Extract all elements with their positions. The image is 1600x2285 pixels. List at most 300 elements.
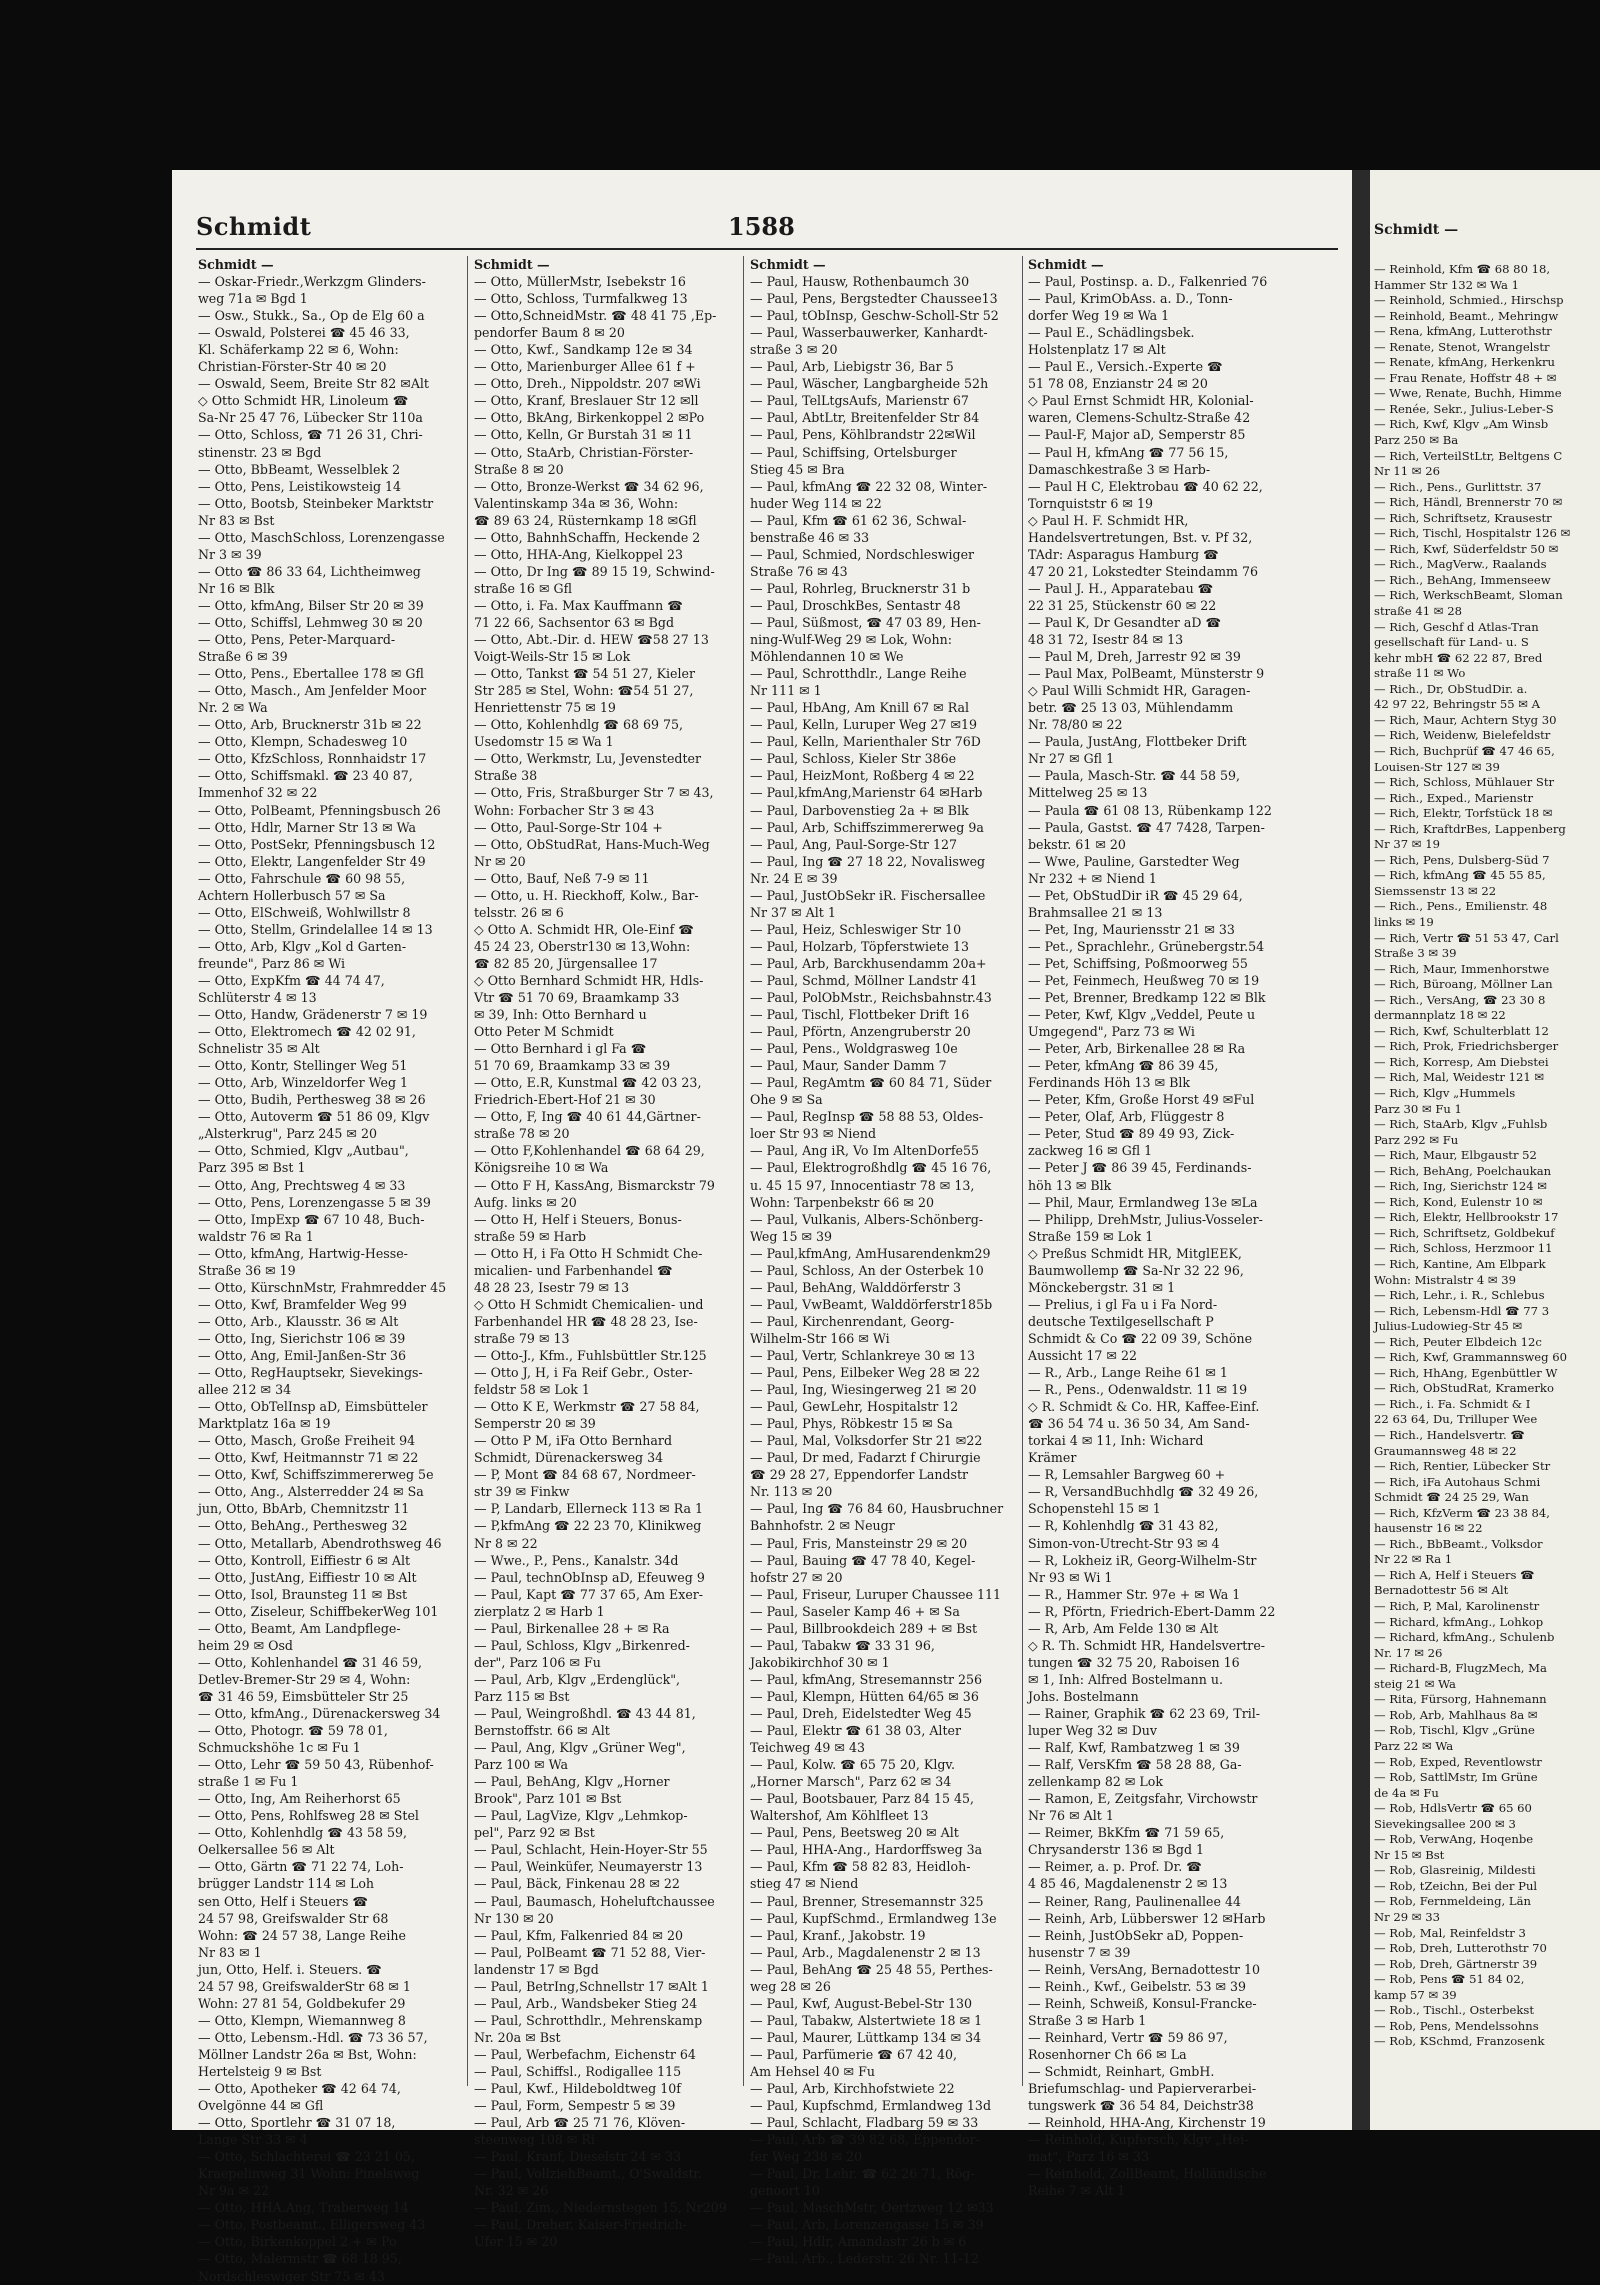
directory-entry-line: — Otto, Schmied, Klgv „Autbau", <box>198 1143 409 1159</box>
directory-entry-line: Jakobikirchhof 30 ✉ 1 <box>750 1654 890 1670</box>
directory-entry-line: — Otto, Pens, Rohlfsweg 28 ✉ Stel <box>198 1808 419 1824</box>
directory-entry-line: — Peter, Arb, Birkenallee 28 ✉ Ra <box>1028 1041 1246 1057</box>
book-gutter <box>1352 170 1370 2130</box>
directory-entry-line: Simon-von-Utrecht-Str 93 ✉ 4 <box>1028 1535 1220 1551</box>
directory-entry-line: — Paul M, Dreh, Jarrestr 92 ✉ 39 <box>1028 649 1241 665</box>
directory-entry-line: Nr 27 ✉ Gfl 1 <box>1028 751 1115 767</box>
directory-entry-line: — Otto, Fahrschule ☎ 60 98 55, <box>198 870 406 886</box>
directory-entry-line: — Paul, kfmAng, Stresemannstr 256 <box>750 1671 983 1687</box>
directory-entry-line: kamp 57 ✉ 39 <box>1374 1987 1457 2002</box>
directory-entry-line: — Otto, Kontr, Stellinger Weg 51 <box>198 1058 408 1074</box>
directory-entry-line: — Wwe, Renate, Buchh, Himme <box>1374 386 1562 401</box>
directory-entry-line: — Richard-B, FlugzMech, Ma <box>1374 1661 1547 1676</box>
directory-entry-line: — Paul, Hausw, Rothenbaumch 30 <box>750 274 970 290</box>
directory-entry-line: benstraße 46 ✉ 33 <box>750 529 870 545</box>
directory-entry-line: — Paul, Klempn, Hütten 64/65 ✉ 36 <box>750 1688 979 1704</box>
directory-column-2 <box>474 256 738 2250</box>
directory-entry-line: ◇ Preßus Schmidt HR, MitglEEK, <box>1028 1245 1242 1261</box>
directory-entry-line: — Otto, Ang, Prechtsweg 4 ✉ 33 <box>198 1177 406 1193</box>
directory-entry-line: Parz 115 ✉ Bst <box>474 1688 570 1704</box>
directory-entry-line: Chrysanderstr 136 ✉ Bgd 1 <box>1028 1842 1205 1858</box>
directory-entry-line: — Otto, Werkmstr, Lu, Jevenstedter <box>474 751 701 767</box>
directory-entry-line: — Rob, Tischl, Klgv „Grüne <box>1374 1723 1535 1738</box>
directory-entry-line: Straße 3 ✉ 39 <box>1374 946 1457 961</box>
directory-entry-line: — Otto, ElSchweiß, Wohlwillstr 8 <box>198 904 411 920</box>
directory-entry-line: — Paul, Vulkanis, Albers-Schönberg- <box>750 1211 984 1227</box>
directory-entry-line: — Paul, Schlacht, Fladbarg 59 ✉ 33 <box>750 2115 979 2131</box>
directory-column-1 <box>198 256 462 2284</box>
directory-entry-line: — Richard, kfmAng., Schulenb <box>1374 1630 1555 1645</box>
directory-entry-line: gesellschaft für Land- u. S <box>1374 635 1529 650</box>
directory-entry-line: — Paula, Gastst. ☎ 47 7428, Tarpen- <box>1028 819 1265 835</box>
directory-entry-line: — Paul, GewLehr, Hospitalstr 12 <box>750 1399 959 1415</box>
directory-column-4 <box>1028 256 1346 2199</box>
directory-entry-line: Wohn: Mistralstr 4 ✉ 39 <box>1374 1272 1517 1287</box>
directory-entry-line: — R., Arb., Lange Reihe 61 ✉ 1 <box>1028 1365 1228 1381</box>
directory-entry-line: Straße 3 ✉ Harb 1 <box>1028 2012 1147 2028</box>
directory-entry-line: Bahnhofstr. 2 ✉ Neugr <box>750 1518 895 1534</box>
directory-entry-line: stinenstr. 23 ✉ Bgd <box>198 444 322 460</box>
directory-entry-line: — Paul, Arb, Liebigstr 36, Bar 5 <box>750 359 954 375</box>
directory-entry-line: Nr 15 ✉ Bst <box>1374 1847 1445 1862</box>
directory-entry-line: — Paul, Ang iR, Vo Im AltenDorfe55 <box>750 1143 979 1159</box>
directory-entry-line: Ferdinands Höh 13 ✉ Blk <box>1028 1075 1191 1091</box>
directory-entry-line: — Rich, BehAng, Poelchaukan <box>1374 1163 1552 1178</box>
directory-entry-line: Rosenhorner Ch 66 ✉ La <box>1028 2046 1187 2062</box>
directory-entry-line: — Osw., Stukk., Sa., Op de Elg 60 a <box>198 308 425 324</box>
directory-entry-line: — Pet, Feinmech, Heußweg 70 ✉ 19 <box>1028 972 1260 988</box>
directory-entry-line: — Rich, Kwf, Schulterblatt 12 <box>1374 1023 1549 1038</box>
directory-entry-line: — Oskar-Friedr.,Werkzgm Glinders- <box>198 274 426 290</box>
directory-entry-line: — Paul, Arb, Kirchhofstwiete 22 <box>750 2081 955 2097</box>
directory-entry-line: — Ralf, VersKfm ☎ 58 28 88, Ga- <box>1028 1757 1242 1773</box>
directory-entry-line: — Reinh, VersAng, Bernadottestr 10 <box>1028 1961 1261 1977</box>
directory-entry-line: Nr. 113 ✉ 20 <box>750 1484 833 1500</box>
directory-entry-line: — Reiner, Rang, Paulinenallee 44 <box>1028 1893 1241 1909</box>
directory-entry-line: dermannplatz 18 ✉ 22 <box>1374 1008 1506 1023</box>
directory-entry-line: — Otto J, H, i Fa Reif Gebr., Oster- <box>474 1365 693 1381</box>
directory-entry-line: — Paul, PolObMstr., Reichsbahnstr.43 <box>750 990 992 1006</box>
directory-entry-line: Nr 3 ✉ 39 <box>198 546 262 562</box>
directory-entry-line: — Otto, F, Ing ☎ 40 61 44,Gärtner- <box>474 1109 701 1125</box>
directory-entry-line: — Otto, u. H. Rieckhoff, Kolw., Bar- <box>474 887 699 903</box>
directory-entry-line: Graumannsweg 48 ✉ 22 <box>1374 1443 1517 1458</box>
directory-entry-line: — Rich, HhAng, Egenbüttler W <box>1374 1365 1558 1380</box>
directory-entry-line: — Paul, Kelln, Luruper Weg 27 ✉19 <box>750 717 978 733</box>
directory-entry-line: luper Weg 32 ✉ Duv <box>1028 1723 1158 1739</box>
directory-entry-line: Königsreihe 10 ✉ Wa <box>474 1160 609 1176</box>
directory-entry-line: — Pet, Ing, Mauriensstr 21 ✉ 33 <box>1028 921 1235 937</box>
directory-entry-line: — Otto, Kwf., Sandkamp 12e ✉ 34 <box>474 342 693 358</box>
directory-entry-line: — Otto, Gärtn ☎ 71 22 74, Loh- <box>198 1859 404 1875</box>
directory-entry-line: — R., Pens., Odenwaldstr. 11 ✉ 19 <box>1028 1382 1248 1398</box>
directory-entry-line: — Otto, Arb, Brucknerstr 31b ✉ 22 <box>198 717 422 733</box>
directory-entry-line: Wohn: ☎ 24 57 38, Lange Reihe <box>198 1927 406 1943</box>
directory-entry-line: Parz 22 ✉ Wa <box>1374 1738 1454 1753</box>
directory-entry-line: torkai 4 ✉ 11, Inh: Wichard <box>1028 1433 1204 1449</box>
directory-entry-line: — Otto, Dreh., Nippoldstr. 207 ✉Wi <box>474 376 701 392</box>
directory-entry-line: — Paul, BehAng, Walddörferstr 3 <box>750 1279 962 1295</box>
directory-entry-line: — Paul-F, Major aD, Semperstr 85 <box>1028 427 1246 443</box>
directory-entry-line: Reihe 7 ✉ Alt 1 <box>1028 2183 1126 2199</box>
directory-entry-line: weg 28 ✉ 26 <box>750 1978 831 1994</box>
directory-entry-line: — Rich, Prok, Friedrichsberger <box>1374 1039 1559 1054</box>
directory-entry-line: freunde", Parz 86 ✉ Wi <box>198 955 346 971</box>
directory-entry-line: — Paul, Dreh, Eidelstedter Weg 45 <box>750 1705 972 1721</box>
directory-entry-line: Stieg 45 ✉ Bra <box>750 461 845 477</box>
directory-entry-line: hofstr 27 ✉ 20 <box>750 1569 843 1585</box>
directory-entry-line: — Paul,kfmAng, AmHusarendenkm29 <box>750 1245 991 1261</box>
directory-entry-line: Marktplatz 16a ✉ 19 <box>198 1416 331 1432</box>
directory-entry-line: — Otto, Birkenkoppel 2 + ✉ Po <box>198 2234 397 2250</box>
directory-entry-line: Otto Peter M Schmidt <box>474 1024 614 1040</box>
directory-entry-line: ☎ 31 46 59, Eimsbütteler Str 25 <box>198 1688 409 1704</box>
directory-entry-line: Umgegend", Parz 73 ✉ Wi <box>1028 1024 1195 1040</box>
directory-entry-line: — Paul K, Dr Gesandter aD ☎ <box>1028 614 1222 630</box>
directory-entry-line: Nr 16 ✉ Blk <box>198 580 275 596</box>
directory-entry-line: — Rich, Büroang, Möllner Lan <box>1374 977 1553 992</box>
directory-entry-line: — Rich, Kwf, Klgv „Am Winsb <box>1374 417 1549 432</box>
directory-entry-line: — Otto, Lebensm.-Hdl. ☎ 73 36 57, <box>198 2029 428 2045</box>
directory-entry-line: husenstr 7 ✉ 39 <box>1028 1944 1131 1960</box>
directory-entry-line: — Otto, Kwf, Bramfelder Weg 99 <box>198 1296 407 1312</box>
directory-entry-line: — Paul, Kirchenrendant, Georg- <box>750 1313 955 1329</box>
directory-entry-line: — Peter, Kwf, Klgv „Veddel, Peute u <box>1028 1007 1256 1023</box>
directory-entry-line: — Rich., BbBeamt., Volksdor <box>1374 1536 1543 1551</box>
directory-entry-line: — Peter, Stud ☎ 89 49 93, Zick- <box>1028 1126 1235 1142</box>
directory-entry-line: steig 21 ✉ Wa <box>1374 1676 1456 1691</box>
directory-entry-line: ◇ Paul Ernst Schmidt HR, Kolonial- <box>1028 393 1254 409</box>
directory-entry-line: — Oswald, Polsterei ☎ 45 46 33, <box>198 325 410 341</box>
directory-entry-line: fer Weg 238 ✉ 20 <box>750 2149 863 2165</box>
directory-entry-line: — Paul E., Versich.-Experte ☎ <box>1028 359 1223 375</box>
directory-entry-line: — Rich, Schloss, Herzmoor 11 <box>1374 1241 1553 1256</box>
directory-entry-line: — Pet, Schiffsing, Poßmoorweg 55 <box>1028 955 1248 971</box>
directory-entry-line: — Otto, Schloss, ☎ 71 26 31, Chri- <box>198 427 423 443</box>
directory-entry-line: ✉ 39, Inh: Otto Bernhard u <box>474 1007 647 1023</box>
directory-entry-line: — Rich, Weidenw, Bielefeldstr <box>1374 728 1551 743</box>
directory-entry-line: — Rich, Maur, Immenhorstwe <box>1374 961 1550 976</box>
right-page-title: Schmidt — <box>1374 222 1459 238</box>
directory-entry-line: mat", Parz 16 ✉ 33 <box>1028 2149 1149 2165</box>
directory-entry-line: — Rich., BehAng, Immenseew <box>1374 572 1551 587</box>
directory-entry-line: — Paul, Form, Sempestr 5 ✉ 39 <box>474 2098 676 2114</box>
directory-entry-line: — Paul, Arb ☎ 39 82 68, Eppendor- <box>750 2132 980 2148</box>
directory-entry-line: de 4a ✉ Fu <box>1374 1785 1439 1800</box>
directory-entry-line: — Paul, Mal, Volksdorfer Str 21 ✉22 <box>750 1433 983 1449</box>
directory-entry-line: Wohn: 27 81 54, Goldbekufer 29 <box>198 1995 406 2011</box>
directory-entry-line: Straße 36 ✉ 19 <box>198 1262 296 1278</box>
directory-entry-line: — Rich, ObStudRat, Kramerko <box>1374 1381 1554 1396</box>
directory-entry-line: — Otto, Handw, Grädenerstr 7 ✉ 19 <box>198 1007 428 1023</box>
directory-entry-line: — Otto, Kwf, Heitmannstr 71 ✉ 22 <box>198 1450 419 1466</box>
directory-entry-line: jun, Otto, Helf. i. Steuers. ☎ <box>198 1961 382 1977</box>
directory-entry-line: — Reinhold, Kupfersch, Klgv „Hei- <box>1028 2132 1249 2148</box>
directory-entry-line: — Rob, Pens ☎ 51 84 02, <box>1374 1972 1525 1987</box>
directory-entry-line: — Rich, Schriftsetz, Krausestr <box>1374 510 1552 525</box>
directory-entry-line: — Paul, Ing ☎ 27 18 22, Novalisweg <box>750 853 986 869</box>
directory-entry-line: — Otto, KürschnMstr, Frahmredder 45 <box>198 1279 447 1295</box>
directory-entry-line: — Paul, tObInsp, Geschw-Scholl-Str 52 <box>750 308 999 324</box>
directory-entry-line: zackweg 16 ✉ Gfl 1 <box>1028 1143 1153 1159</box>
directory-entry-line: Kl. Schäferkamp 22 ✉ 6, Wohn: <box>198 342 399 358</box>
directory-entry-line: — Otto, BahnhSchaffn, Heckende 2 <box>474 529 701 545</box>
directory-entry-line: — Paul, Arb., Wandsbeker Stieg 24 <box>474 1995 698 2011</box>
directory-entry-line: — Paul, Bäck, Finkenau 28 ✉ 22 <box>474 1876 680 1892</box>
directory-entry-line: Oelkersallee 56 ✉ Alt <box>198 1842 335 1858</box>
directory-entry-line: — Otto, Elektr, Langenfelder Str 49 <box>198 853 426 869</box>
directory-entry-line: Wohn: Forbacher Str 3 ✉ 43 <box>474 802 655 818</box>
directory-entry-line: Schmuckshöhe 1c ✉ Fu 1 <box>198 1740 361 1756</box>
directory-entry-line: — Schmidt, Reinhart, GmbH. <box>1028 2063 1215 2079</box>
directory-entry-line: — Rich, Rentier, Lübecker Str <box>1374 1459 1551 1474</box>
directory-entry-line: — Reinhold, Beamt., Mehringw <box>1374 308 1559 323</box>
directory-entry-line: — Paul, Pens., Woldgrasweg 10e <box>750 1041 958 1057</box>
directory-entry-line: — Otto, Schiffsmakl. ☎ 23 40 87, <box>198 768 413 784</box>
directory-entry-line: — P,kfmAng ☎ 22 23 70, Klinikweg <box>474 1518 702 1534</box>
directory-entry-line: — Paul, Vertr, Schlankreye 30 ✉ 13 <box>750 1348 975 1363</box>
directory-entry-line: — Rich, Klgv „Hummels <box>1374 1085 1516 1100</box>
directory-entry-line: — Otto F H, KassAng, Bismarckstr 79 <box>474 1177 715 1193</box>
directory-entry-line: — Paul, Rohrleg, Brucknerstr 31 b <box>750 580 971 596</box>
directory-entry-line: Nr. 32 ✉ 26 <box>474 2183 549 2199</box>
directory-entry-line: steenweg 108 ✉ Ri <box>474 2132 595 2148</box>
directory-entry-line: — Rob, SattlMstr, Im Grüne <box>1374 1770 1538 1785</box>
directory-entry-line: — Paul, Pens, Bergstedter Chaussee13 <box>750 291 998 307</box>
directory-entry-line: Parz 30 ✉ Fu 1 <box>1374 1101 1462 1116</box>
directory-entry-line: Am Hehsel 40 ✉ Fu <box>750 2063 875 2079</box>
directory-entry-line: — Rob, Glasreinig, Mildesti <box>1374 1863 1536 1878</box>
directory-entry-line: — Rob., Tischl., Osterbekst <box>1374 2003 1535 2018</box>
directory-entry-line: — Rich, Elektr, Torfstück 18 ✉ <box>1374 806 1553 821</box>
directory-entry-line: — Otto, ObStudRat, Hans-Much-Weg <box>474 836 710 852</box>
directory-entry-line: — Paul Max, PolBeamt, Münsterstr 9 <box>1028 666 1265 682</box>
directory-entry-line: — Otto F,Kohlenhandel ☎ 68 64 29, <box>474 1143 705 1159</box>
directory-entry-line: — R, Lemsahler Bargweg 60 + <box>1028 1467 1226 1483</box>
directory-entry-line: feldstr 58 ✉ Lok 1 <box>474 1382 590 1398</box>
directory-entry-line: Wilhelm-Str 166 ✉ Wi <box>750 1330 890 1346</box>
directory-entry-line: — Otto, Hdlr, Marner Str 13 ✉ Wa <box>198 819 417 835</box>
directory-entry-line: — Rich, KfzVerm ☎ 23 38 84, <box>1374 1505 1550 1520</box>
directory-entry-line: tungswerk ☎ 36 54 84, Deichstr38 <box>1028 2098 1254 2114</box>
directory-entry-line: — Paul,kfmAng,Marienstr 64 ✉Harb <box>750 785 983 801</box>
directory-entry-line: 24 57 98, GreifswalderStr 68 ✉ 1 <box>198 1978 411 1994</box>
directory-entry-line: — Phil, Maur, Ermlandweg 13e ✉La <box>1028 1194 1258 1210</box>
directory-entry-line: — R., Hammer Str. 97e + ✉ Wa 1 <box>1028 1586 1241 1602</box>
directory-entry-line: — Otto, Bronze-Werkst ☎ 34 62 96, <box>474 478 704 494</box>
directory-entry-line: ✉ 1, Inh: Alfred Bostelmann u. <box>1028 1671 1223 1687</box>
directory-entry-line: — Paul, AbtLtr, Breitenfelder Str 84 <box>750 410 980 426</box>
directory-entry-line: — Otto, Ang., Alsterredder 24 ✉ Sa <box>198 1484 424 1500</box>
directory-entry-line: Parz 100 ✉ Wa <box>474 1757 569 1773</box>
directory-entry-line: — Paul, Arb, Schiffszimmererweg 9a <box>750 819 984 835</box>
directory-entry-line: — Paul, VwBeamt, Walddörferstr185b <box>750 1296 993 1312</box>
directory-entry-line: — Rob, Pens, Mendelssohns <box>1374 2018 1539 2033</box>
directory-entry-line: — Rich, Vertr ☎ 51 53 47, Carl <box>1374 930 1559 945</box>
directory-entry-line: — Rob, HdlsVertr ☎ 65 60 <box>1374 1801 1532 1816</box>
directory-entry-line: Brahmsallee 21 ✉ 13 <box>1028 904 1163 920</box>
directory-entry-line: — Paul, Bootsbauer, Parz 84 15 45, <box>750 1791 975 1807</box>
directory-entry-line: — Otto, PolBeamt, Pfenningsbusch 26 <box>198 802 441 818</box>
directory-entry-line: — Paul, KupfSchmd., Ermlandweg 13e <box>750 1910 997 1926</box>
directory-entry-line: straße 79 ✉ 13 <box>474 1330 570 1346</box>
directory-entry-line: ◇ Paul H. F. Schmidt HR, <box>1028 512 1189 528</box>
directory-entry-line: — Rich, Schriftsetz, Goldbekuf <box>1374 1225 1555 1240</box>
directory-entry-line: 71 22 66, Sachsentor 63 ✉ Bgd <box>474 614 675 630</box>
directory-entry-line: — Rich, Mal, Weidestr 121 ✉ <box>1374 1070 1545 1085</box>
directory-entry-line: u. 45 15 97, Innocentiastr 78 ✉ 13, <box>750 1177 975 1193</box>
directory-entry-line: — Paul, Kranf., Jakobstr. 19 <box>750 1927 926 1943</box>
directory-entry-line: Nr 29 ✉ 33 <box>1374 1909 1440 1924</box>
directory-entry-line: — Paul, Darbovenstieg 2a + ✉ Blk <box>750 802 969 818</box>
directory-entry-line: allee 212 ✉ 34 <box>198 1382 292 1398</box>
directory-entry-line: — Paul, JustObSekr iR. Fischersallee <box>750 887 986 903</box>
directory-entry-line: — Otto, KfzSchloss, Ronnhaidstr 17 <box>198 751 427 767</box>
directory-entry-line: — Paul, Schrotthdlr., Mehrenskamp <box>474 2012 703 2028</box>
directory-entry-line: Krämer <box>1028 1450 1077 1466</box>
directory-entry-line: — Ramon, E, Zeitgsfahr, Virchowstr <box>1028 1791 1258 1807</box>
directory-entry-line: — Paul, Arb., Magdalenenstr 2 ✉ 13 <box>750 1944 981 1960</box>
directory-entry-line: — Paul, Ang, Paul-Sorge-Str 127 <box>750 836 957 852</box>
directory-entry-line: — Paul, Werbefachm, Eichenstr 64 <box>474 2046 696 2062</box>
directory-entry-line: — Otto ☎ 86 33 64, Lichtheimweg <box>198 563 421 579</box>
directory-entry-line: — Otto, Kranf, Breslauer Str 12 ✉ll <box>474 393 699 409</box>
directory-entry-line: Straße 6 ✉ 39 <box>198 649 288 665</box>
directory-entry-line: Ufer 15 ✉ 20 <box>474 2234 558 2250</box>
directory-entry-line: — Paul, Phys, Röbkestr 15 ✉ Sa <box>750 1416 953 1432</box>
directory-entry-line: Nr 83 ✉ Bst <box>198 512 275 528</box>
directory-entry-line: — Paul, Fris, Mansteinstr 29 ✉ 20 <box>750 1535 968 1551</box>
directory-entry-line: ◇ Otto H Schmidt Chemicalien- und <box>474 1296 704 1312</box>
directory-entry-line: — Paul, Maurer, Lüttkamp 134 ✉ 34 <box>750 2029 982 2045</box>
directory-entry-line: — Otto, i. Fa. Max Kauffmann ☎ <box>474 597 683 613</box>
directory-entry-line: — Rob, VerwAng, Hoqenbe <box>1374 1832 1534 1847</box>
directory-entry-line: — Otto, Ang, Emil-Janßen-Str 36 <box>198 1348 406 1363</box>
directory-entry-line: — Paul, Kolw. ☎ 65 75 20, Klgv. <box>750 1757 956 1773</box>
directory-entry-line: — Paul, Dreher, Kaiser-Friedrich- <box>474 2217 687 2233</box>
directory-entry-line: pel", Parz 92 ✉ Bst <box>474 1825 595 1841</box>
directory-entry-line: — Ralf, Kwf, Rambatzweg 1 ✉ 39 <box>1028 1740 1240 1756</box>
directory-entry-line: — Paul, kfmAng ☎ 22 32 08, Winter- <box>750 478 988 494</box>
directory-entry-line: — Paul, PolBeamt ☎ 71 52 88, Vier- <box>474 1944 706 1960</box>
directory-entry-line: — Renate, kfmAng, Herkenkru <box>1374 355 1555 370</box>
directory-entry-line: — Otto, Metallarb, Abendrothsweg 46 <box>198 1535 442 1551</box>
directory-entry-line: — Rich, Maur, Elbgaustr 52 <box>1374 1148 1537 1163</box>
directory-entry-line: — Paul, Weinküfer, Neumayerstr 13 <box>474 1859 703 1875</box>
directory-entry-line: — Paul, Postinsp. a. D., Falkenried 76 <box>1028 274 1268 290</box>
directory-entry-line: straße 78 ✉ 20 <box>474 1126 570 1142</box>
directory-entry-line: — Paul H C, Elektrobau ☎ 40 62 22, <box>1028 478 1263 494</box>
directory-entry-line: Str 285 ✉ Stel, Wohn: ☎54 51 27, <box>474 683 694 699</box>
directory-entry-line: Baumwollemp ☎ Sa-Nr 32 22 96, <box>1028 1262 1244 1278</box>
page-number: 1588 <box>728 212 795 241</box>
directory-entry-line: Nr. 24 E ✉ 39 <box>750 870 838 886</box>
directory-entry-line: — Paul, Elektr ☎ 61 38 03, Alter <box>750 1723 961 1739</box>
directory-entry-line: Ohe 9 ✉ Sa <box>750 1092 823 1108</box>
directory-entry-line: — Rich., Handelsvertr. ☎ <box>1374 1428 1525 1443</box>
directory-entry-line: — Otto, Marienburger Allee 61 f + <box>474 359 696 375</box>
directory-entry-line: — R, Pförtn, Friedrich-Ebert-Damm 22 <box>1028 1603 1276 1619</box>
directory-entry-line: — Paul, Schrotthdlr., Lange Reihe <box>750 666 967 682</box>
directory-entry-line: str 39 ✉ Finkw <box>474 1484 570 1500</box>
directory-entry-line: genoort 10 <box>750 2183 820 2199</box>
directory-entry-line: — Rob, Arb, Mahlhaus 8a ✉ <box>1374 1707 1538 1722</box>
directory-entry-line: 48 28 23, Isestr 79 ✉ 13 <box>474 1279 630 1295</box>
directory-entry-line: — Otto, Paul-Sorge-Str 104 + <box>474 819 663 835</box>
directory-entry-line: Waltershof, Am Köhlfleet 13 <box>750 1808 929 1824</box>
directory-entry-line: betr. ☎ 25 13 03, Mühlendamm <box>1028 700 1234 716</box>
directory-entry-line: — Rich, Pens, Dulsberg-Süd 7 <box>1374 852 1550 867</box>
directory-entry-line: Schnelistr 35 ✉ Alt <box>198 1041 320 1057</box>
directory-entry-line: — Paul, Ing ☎ 76 84 60, Hausbruchner <box>750 1501 1004 1517</box>
page-header-title: Schmidt <box>196 212 312 241</box>
directory-entry-line: — Otto, Pens., Ebertallee 178 ✉ Gfl <box>198 666 424 682</box>
directory-entry-line: — Paul E., Schädlingsbek. <box>1028 325 1195 341</box>
directory-entry-line: Immenhof 32 ✉ 22 <box>198 785 318 801</box>
directory-entry-line: Nr 8 ✉ 22 <box>474 1535 538 1551</box>
directory-entry-line: straße 16 ✉ Gfl <box>474 580 572 596</box>
directory-entry-line: Straße 8 ✉ 20 <box>474 461 564 477</box>
directory-entry-line: — R, Lokheiz iR, Georg-Wilhelm-Str <box>1028 1552 1257 1568</box>
directory-entry-line: — Otto, JustAng, Eiffiestr 10 ✉ Alt <box>198 1569 417 1585</box>
directory-entry-line: — Otto, Elektromech ☎ 42 02 91, <box>198 1024 416 1040</box>
directory-entry-line: Nr 37 ✉ 19 <box>1374 837 1440 852</box>
directory-entry-line: — Paul, Arb, Klgv „Erdenglück", <box>474 1671 681 1687</box>
directory-entry-line: — Reimer, a. p. Prof. Dr. ☎ <box>1028 1859 1202 1875</box>
directory-entry-line: — Paul, Weingroßhdl. ☎ 43 44 81, <box>474 1705 696 1721</box>
directory-entry-line: straße 41 ✉ 28 <box>1374 604 1462 619</box>
directory-entry-line: Nr 93 ✉ Wi 1 <box>1028 1569 1113 1585</box>
directory-entry-line: telsstr. 26 ✉ 6 <box>474 904 564 920</box>
directory-entry-line: — Paul, Schiffsl., Rodigallee 115 <box>474 2063 682 2079</box>
directory-entry-line: — Paul, Tischl, Flottbeker Drift 16 <box>750 1007 970 1023</box>
directory-entry-line: zierplatz 2 ✉ Harb 1 <box>474 1603 605 1619</box>
directory-entry-line: — Paul, Wäscher, Langbargheide 52h <box>750 376 989 392</box>
directory-entry-line: — Rich, Tischl, Hospitalstr 126 ✉ <box>1374 526 1571 541</box>
directory-entry-line: — Rich, Korresp, Am Diebstei <box>1374 1054 1549 1069</box>
directory-entry-line: deutsche Textilgesellschaft P <box>1028 1313 1214 1329</box>
directory-entry-line: — Otto, ExpKfm ☎ 44 74 47, <box>198 972 385 988</box>
directory-entry-line: Usedomstr 15 ✉ Wa 1 <box>474 734 614 750</box>
directory-entry-line: Teichweg 49 ✉ 43 <box>750 1740 865 1756</box>
directory-entry-line: kehr mbH ☎ 62 22 87, Bred <box>1374 650 1543 665</box>
directory-entry-line: — Paul, Kfm, Falkenried 84 ✉ 20 <box>474 1927 683 1943</box>
directory-entry-line: Tornquiststr 6 ✉ 19 <box>1028 495 1154 511</box>
directory-entry-line: — Richard, kfmAng., Lohkop <box>1374 1614 1544 1629</box>
directory-entry-line: — Otto, Ing, Am Reiherhorst 65 <box>198 1791 401 1807</box>
right-page-column <box>1374 262 1600 2122</box>
directory-entry-line: — Paul, Schmd, Möllner Landstr 41 <box>750 972 978 988</box>
directory-entry-line: — Renate, Stenot, Wrangelstr <box>1374 339 1550 354</box>
directory-entry-line: — Rainer, Graphik ☎ 62 23 69, Tril- <box>1028 1705 1261 1721</box>
directory-entry-line: — Paul, Bauing ☎ 47 78 40, Kegel- <box>750 1552 976 1568</box>
column-heading: Schmidt — <box>474 257 550 272</box>
directory-entry-line: — Otto, Schiffsl, Lehmweg 30 ✉ 20 <box>198 614 423 630</box>
directory-entry-line: — Otto, Apotheker ☎ 42 64 74, <box>198 2081 401 2097</box>
directory-entry-line: — Paula, JustAng, Flottbeker Drift <box>1028 734 1247 750</box>
directory-entry-line: — Paul, Schiffsing, Ortelsburger <box>750 444 957 460</box>
directory-entry-line: Bernadottestr 56 ✉ Alt <box>1374 1583 1509 1598</box>
directory-entry-line: Schlüterstr 4 ✉ 13 <box>198 990 317 1006</box>
directory-entry-line: — Paul, HbAng, Am Knill 67 ✉ Ral <box>750 700 970 716</box>
directory-entry-line: — Otto P M, iFa Otto Bernhard <box>474 1433 673 1449</box>
directory-entry-line: — Pet, ObStudDir iR ☎ 45 29 64, <box>1028 887 1243 903</box>
directory-entry-line: Nr 83 ✉ 1 <box>198 1944 262 1960</box>
directory-entry-line: — Pet., Sprachlehr., Grünebergstr.54 <box>1028 938 1265 954</box>
directory-entry-line: — Paul H, kfmAng ☎ 77 56 15, <box>1028 444 1229 460</box>
directory-entry-line: Briefumschlag- und Papierverarbei- <box>1028 2081 1257 2097</box>
directory-entry-line: — R, VersandBuchhdlg ☎ 32 49 26, <box>1028 1484 1259 1500</box>
